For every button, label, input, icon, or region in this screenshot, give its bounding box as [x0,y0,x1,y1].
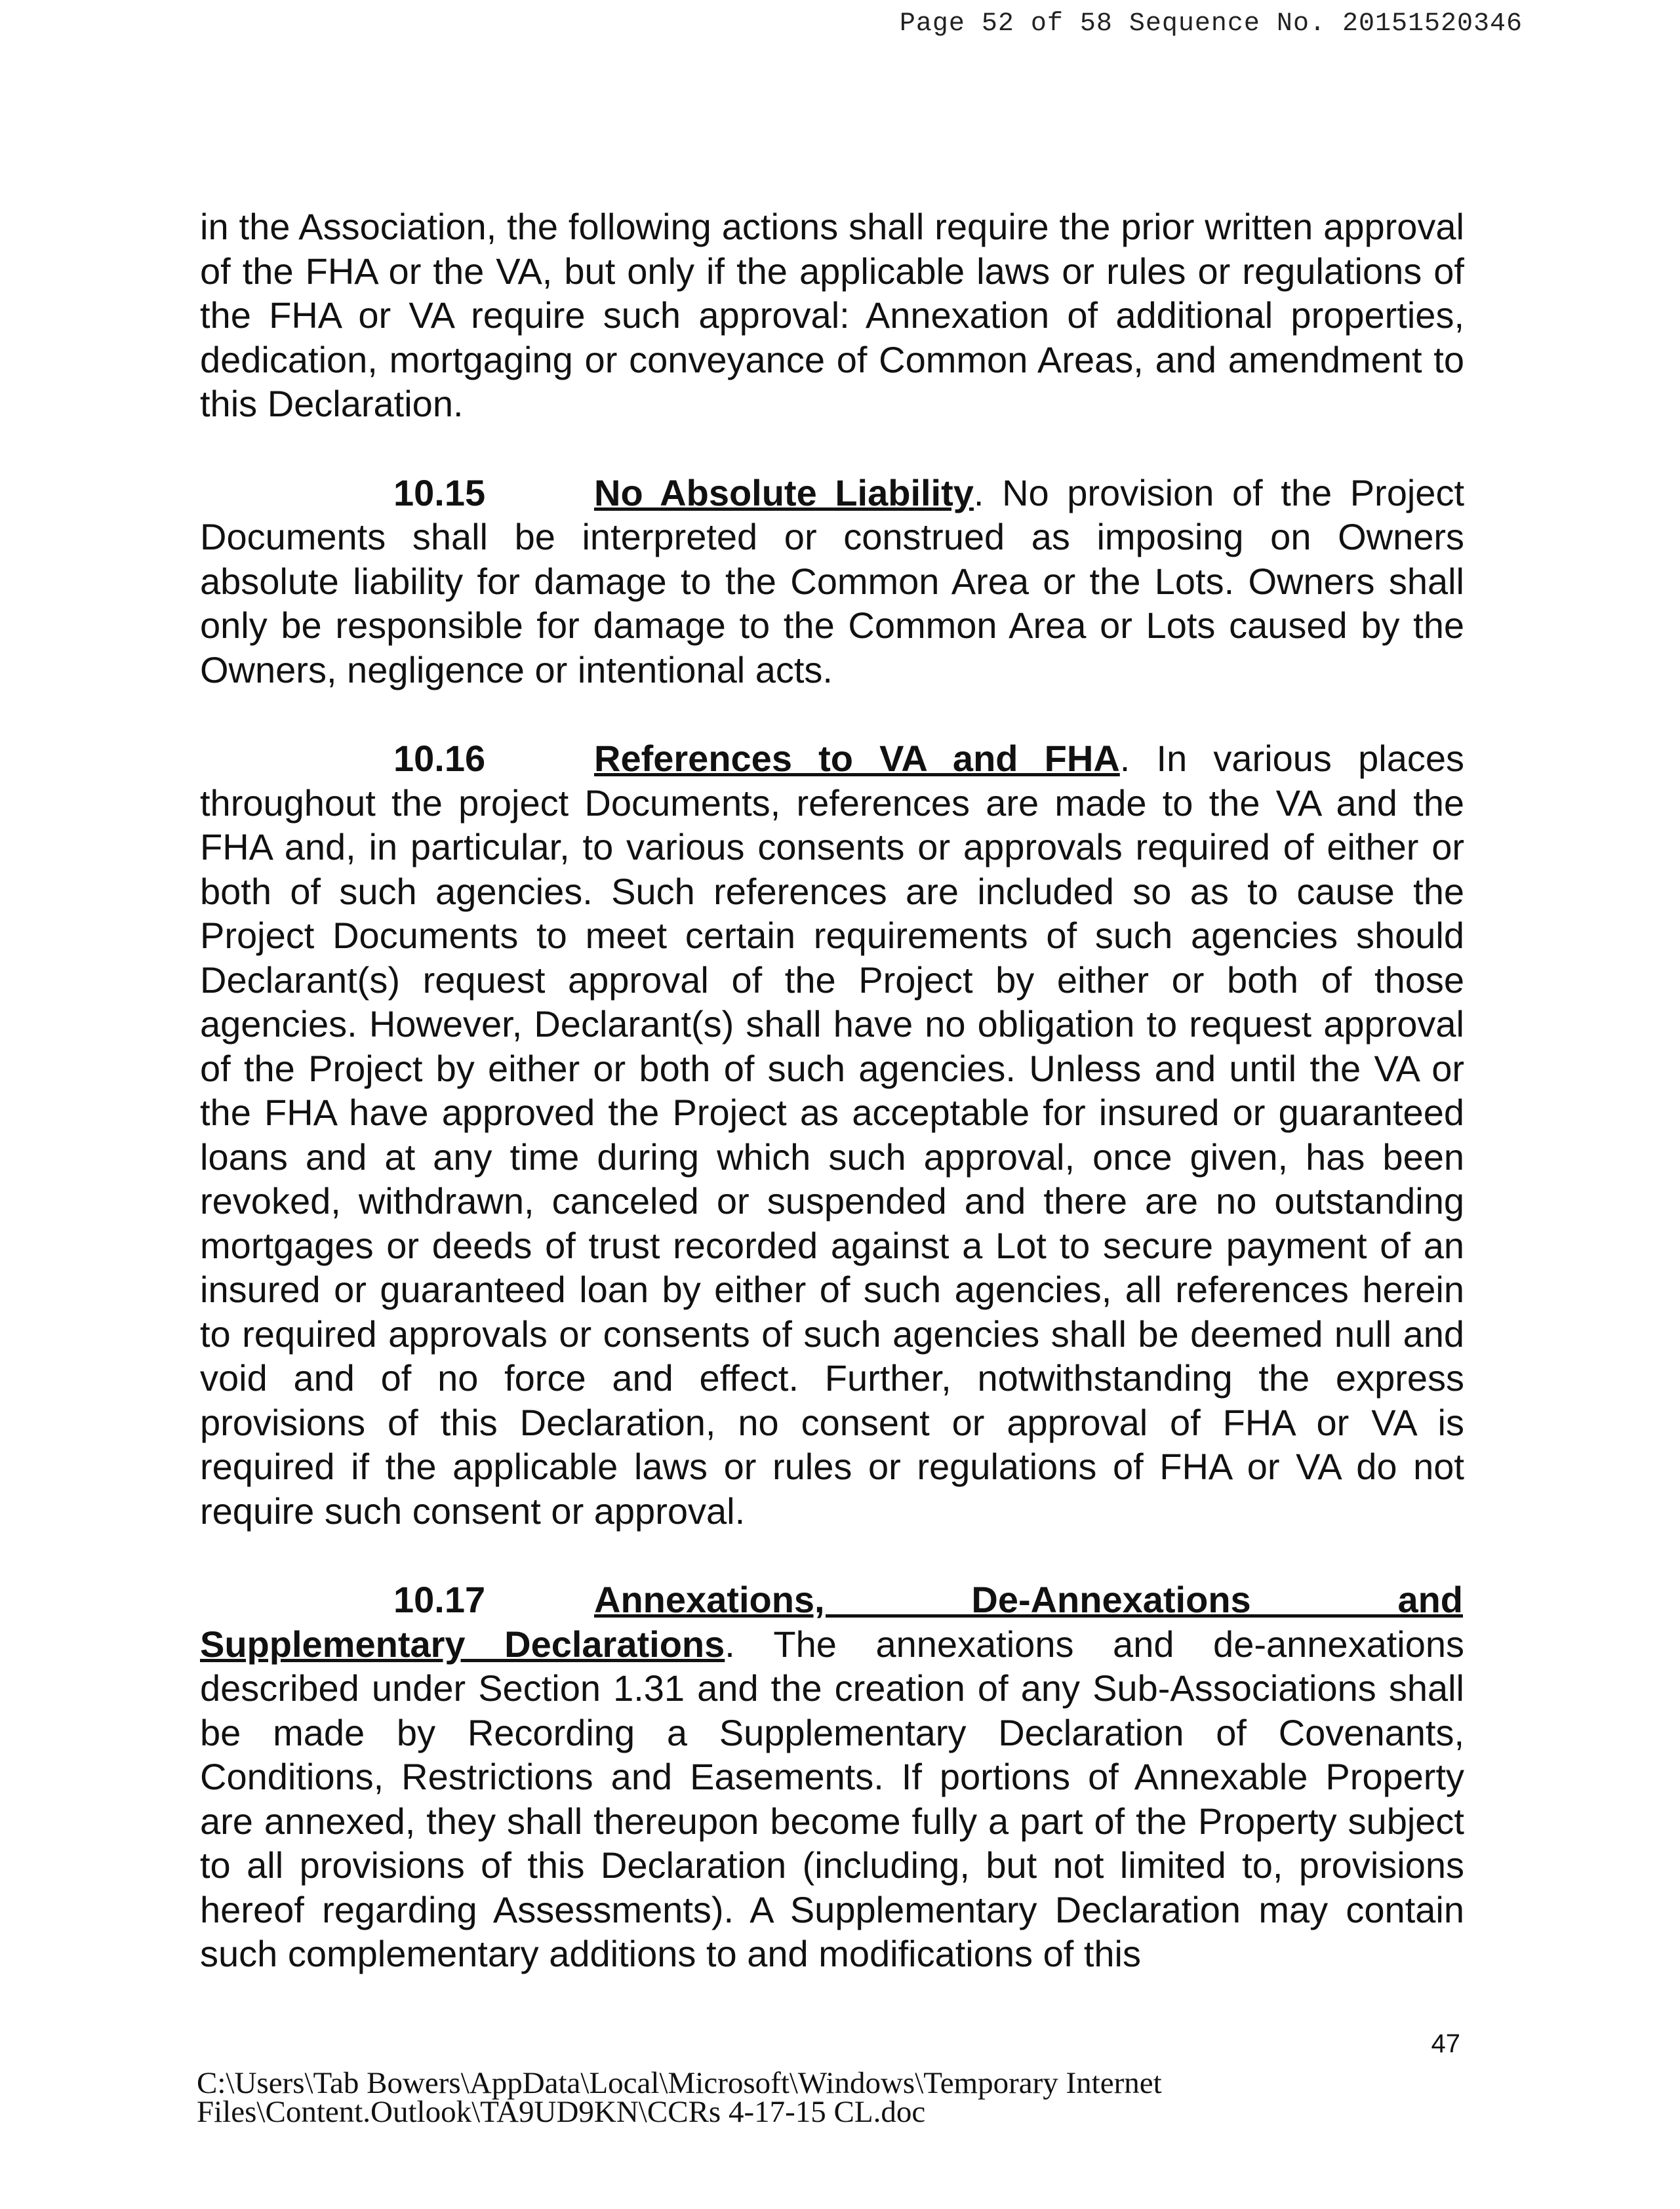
section-text: . No provision of the Project Documents shall be interpreted or construed as imposing on Owners absolute liability for damage to the Common Area or the Lots. Owners shall only be responsible for damage to the Common Area or Lots caused by the Owners, negligence or intentional acts. [200,471,1464,690]
page-sequence-stamp: Page 52 of 58 Sequence No. 20151520346 [899,9,1523,39]
file-path-line: C:\Users\Tab Bowers\AppData\Local\Microsoft\Windows\Temporary Internet [197,2066,1162,2100]
intro-paragraph: in the Association, the following actions shall require the prior written approval of the FHA or the VA, but only if the applicable laws or rules or regulations of the FHA or VA require such approval: Annexation of additional properties, dedication, mortgaging or conveyance of Common Areas, and amendment to this Declaration. [200,206,1464,424]
section-number: 10.17 [393,1579,486,1620]
page-number: 47 [1431,2029,1460,2058]
file-path-line: Files\Content.Outlook\TA9UD9KN\CCRs 4-17-15 CL.doc [197,2095,926,2129]
section-number: 10.16 [393,738,486,779]
section-text: . In various places throughout the project Documents, references are made to the VA and the FHA and, in particular, to various consents or approvals required of either or both of such agencies. Such references are included so as to cause the Project Documents to meet certain requirements of such agencies should Declarant(s) request approval of the Project by either or both of those agencies. However, Declarant(s) shall have no obligation to request approval of the Project by either or both of such agencies. Unless and until the VA or the FHA have approved the Project as acceptable for insured or guaranteed loans and at any time during which such approval, once given, has been revoked, withdrawn, canceled or suspended and there are no outstanding mortgages or deeds of trust recorded against a Lot to secure payment of an insured or guaranteed loan by either of such agencies, all references herein to required approvals or consents of such agencies shall be deemed null and void and of no force and effect. Further, notwithstanding the express provisions of this Declaration, no consent or approval of FHA or VA is required if the applicable laws or rules or regulations of FHA or VA do not require such consent or approval. [200,738,1464,1532]
section-10-17 [200,1578,1464,1976]
section-title: References to VA and FHA [594,738,1120,779]
document-body [200,205,1464,2021]
section-text: . The annexations and de-annexations described under Section 1.31 and the creation of any Sub-Associations shall be made by Recording a Supplementary Declaration of Covenants, Conditions, Restrictions and Easements. If portions of Annexable Property are annexed, they shall thereupon become fully a part of the Property subject to all provisions of this Declaration (including, but not limited to, provisions hereof regarding Assessments). A Supplementary Declaration may contain such complementary additions to and modifications of this [200,1623,1464,1974]
section-title-continued: Supplementary Declarations [200,1623,725,1665]
section-title: Annexations, De-Annexations and [594,1579,1463,1620]
section-10-15 [200,471,1464,692]
section-title: No Absolute Liability [594,471,974,513]
section-10-16 [200,736,1464,1533]
file-path-footer [197,2066,1162,2129]
section-number: 10.15 [393,471,486,513]
